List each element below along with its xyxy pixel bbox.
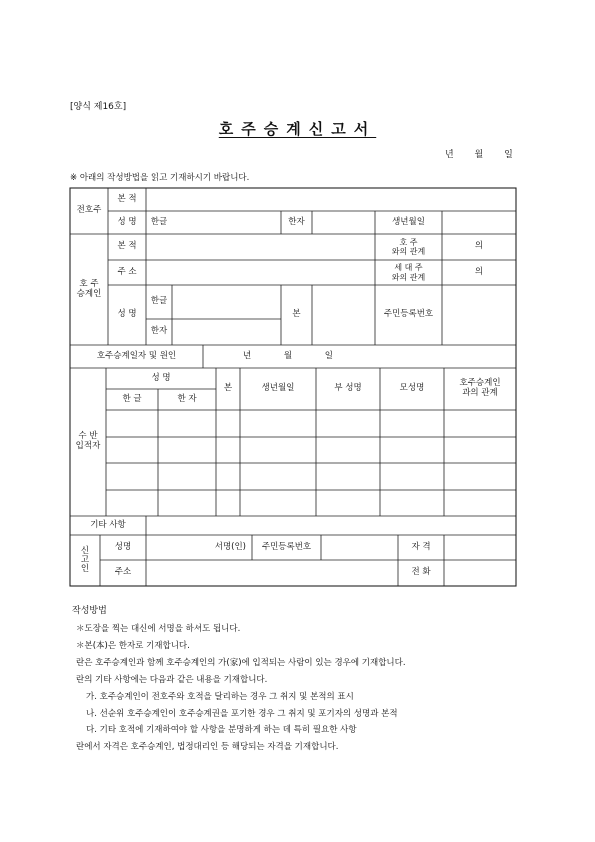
successor-ui-2: 의 [474,266,484,277]
instruction-line: 다. 기타 호적에 기재하여야 할 사항을 분명하게 하는 데 특히 필요한 사항 [86,725,357,735]
prev-head-section-label: 전호주 [76,205,102,216]
successor-name-label: 성 명 [117,309,137,320]
cohabitants-birth-header: 생년월일 [261,383,295,394]
notice-text: ※ 아래의 작성방법을 읽고 기재하시기 바랍니다. [70,173,250,183]
reporter-section-label: 신 고 인 [80,546,90,574]
instruction-line: 란은 호주승계인과 함께 호주승계인의 가(家)에 입적되는 사람이 있는 경우에 기재합니다. [76,658,406,668]
cohabitants-name-header: 성 명 [151,372,171,383]
successor-hanja-label: 한자 [150,326,168,337]
reporter-qualification-label: 자 격 [411,541,431,552]
successor-relation-head-label: 호 주 와의 관계 [391,237,426,256]
successor-ui-1: 의 [474,241,484,252]
cohabitants-relation-header: 호주승계인 과의 관계 [459,378,501,398]
report-date: 년 월 일 [445,150,513,160]
cohabitants-hanja-header: 한 자 [177,393,197,404]
prev-head-hanja-label: 한자 [288,216,305,227]
successor-relation-household-label: 세 대 주 와의 관계 [391,263,426,282]
succession-date-value: 년 월 일 [242,350,334,361]
successor-section-label: 호 주 승계인 [76,278,102,299]
prev-head-birth-label: 생년월일 [392,216,425,227]
reporter-phone-label: 전 화 [411,567,431,578]
other-matters-label: 기타 사항 [90,519,126,530]
form-number: [양식 제16호] [70,102,127,112]
reporter-name-label: 성명 [114,541,132,552]
cohabitants-father-header: 부 성명 [334,383,362,394]
successor-address-label: 주 소 [117,266,137,277]
instruction-line: 란에서 자격은 호주승계인, 법정대리인 등 해당되는 자격을 기재합니다. [76,742,339,752]
reporter-address-label: 주소 [114,567,132,578]
reporter-resident-no-label: 주민등록번호 [261,541,312,552]
cohabitants-mother-header: 모성명 [399,383,425,394]
prev-head-bonjeok-label: 본 적 [117,193,137,204]
cohabitants-section-label: 수 반 입적자 [75,431,101,451]
instruction-line: ＊본(本)은 한자로 기재합니다. [76,641,190,651]
prev-head-name-label: 성 명 [117,216,137,227]
instruction-line: ＊도장을 찍는 대신에 서명을 하셔도 됩니다. [76,624,241,634]
cohabitants-hangul-header: 한 글 [122,393,142,404]
succession-date-label: 호주승계일자 및 원인 [96,350,177,361]
successor-hangul-label: 한글 [150,296,168,307]
reporter-signature-label: 서명(인) [214,541,246,552]
cohabitants-bon-header: 본 [223,383,233,394]
successor-resident-no-label: 주민등록번호 [383,309,434,320]
instructions-heading: 작성방법 [72,606,107,616]
instruction-line: 나. 선순위 호주승계인이 호주승계권을 포기한 경우 그 취지 및 포기자의 성명과 본적 [86,709,398,719]
instruction-line: 란의 기타 사항에는 다음과 같은 내용을 기재합니다. [76,675,268,685]
instruction-line: 가. 호주승계인이 전호주와 호적을 달리하는 경우 그 취지 및 본적의 표시 [86,692,354,702]
prev-head-hangul-label: 한글 [150,216,168,227]
successor-bonjeok-label: 본 적 [117,241,137,252]
successor-bon-label: 본 [292,309,301,320]
title-text: 호주승계신고서 [218,120,377,138]
